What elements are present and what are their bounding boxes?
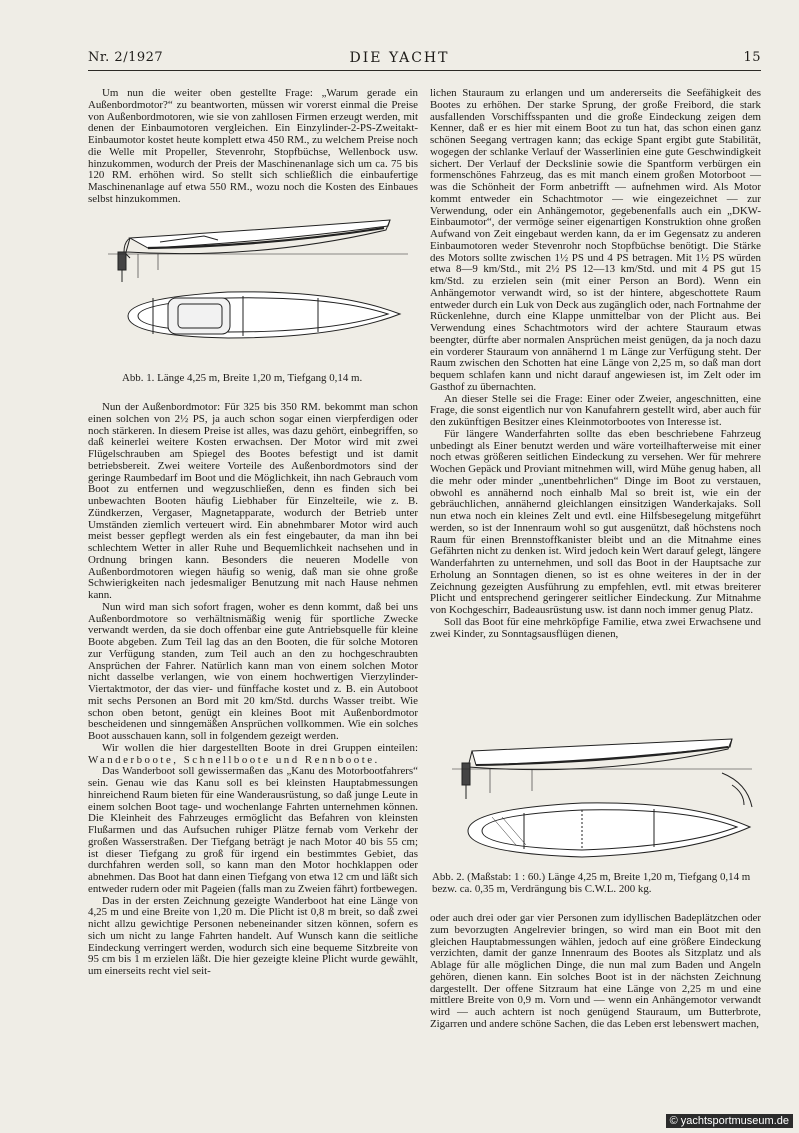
paragraph: Soll das Boot für eine mehrköpfige Familie, etwa zwei Erwachsene und zwei Kinder, zu Sonntagsausflügen dienen, bbox=[430, 615, 761, 640]
boat-side-elevation bbox=[452, 739, 752, 807]
left-column-bottom bbox=[88, 402, 418, 978]
groups-list: Wanderboote, Schnellboote und Rennboote. bbox=[88, 753, 380, 766]
paragraph: An dieser Stelle sei die Frage: Einer oder Zweier, angeschnitten, eine Frage, die sonst eigentlich nur von Kanufahrern gestellt wird, aber auch für den zukünftigen Besitzer eines Kleinmotorbootes von Interesse ist. bbox=[430, 392, 761, 428]
paragraph: Das in der ersten Zeichnung gezeigte Wanderboot hat eine Länge von 4,25 m und eine Breite von 1,20 m. Die Plicht ist 0,8 m breit, so daß zwei nicht allzu gewichtige Personen nebeneinander sitzen können, sofern es sich um nicht zu lange Fahrten handelt. Auf Wunsch kann die seitliche Eindeckung verringert werden, wodurch sich eine bequeme Sitzbreite von 95 cm bis 1 m erzielen läßt. Die hier gezeigte kleine Plicht wurde gewählt, um einerseits recht viel seit- bbox=[88, 894, 418, 977]
groups-intro: Wir wollen die hier dargestellten Boote in drei Gruppen einteilen: bbox=[102, 741, 418, 754]
right-column-bottom bbox=[430, 913, 761, 1031]
right-column-top bbox=[430, 88, 761, 640]
figure-2-boat-drawing bbox=[432, 733, 762, 869]
paragraph: oder auch drei oder gar vier Personen zum idyllischen Badeplätzchen oder zum bevorzugten Angelrevier bringen, so wird man ein Boot mit den gleichen Hauptabmessungen wählen, jedoch auf eine größere Eindeckung verzichten, damit der ganze Innenraum des Bootes als Sitzplatz und als Ablage für alle möglichen Dinge, die nun mal zum Baden und Angeln gehören, dienen kann. Ein solches Boot ist in der nächsten Zeichnung dargestellt. Der offene Sitzraum hat eine Länge von 2,25 m und eine mittlere Breite von 0,9 m. Vorn und — wenn ein Anhängemotor verwandt wird — auch achtern ist noch genügend Stauraum, um Butterbrote, Zigarren und andere schöne Sachen, die das Leben erst lebenswert machen, bbox=[430, 912, 761, 1030]
page-number: 15 bbox=[743, 50, 761, 65]
paragraph: Für längere Wanderfahrten sollte das eben beschriebene Fahrzeug unbedingt als Einer benutzt werden und wäre vorteilhafterweise mit einer noch etwas größeren seitlichen Eindeckung zu versehen. Wer für mehrere Wochen Gepäck und Proviant mitnehmen will, wird Mühe genug haben, all die mehr oder minder „unentbehrlichen“ Dinge im Boot zu verstauen, obwohl es annähernd noch einhalb Mal so breit ist, wie ein der gebräuchlichen, annähernd gleichlangen einsitzigen Wanderkajaks. Soll nun etwa noch ein kleines Zelt und evtl. eine Hilfsbesegelung mitgeführt werden, so ist der Innenraum wohl so gut ausgenützt, daß höchstens noch Raum für einen Brennstoffkanister bleibt und an die Mitnahme eines Gefährten nicht zu denken ist. Wird jedoch kein Wert darauf gelegt, längere Wanderfahrten zu unternehmen, und soll das Boot in der Hauptsache zur Erholung an Sonntagen dienen, so ist es ohne weiteres in der in der Zeichnung gezeigten Ausführung zu empfehlen, evtl. mit etwas breiterer Plicht und entsprechend geringerer seitlicher Eindeckung. Zur Mitnahme von Kochgeschirr, Badeausrüstung usw. ist dann noch immer genug Platz. bbox=[430, 427, 761, 616]
watermark-credit: © yachtsportmuseum.de bbox=[666, 1114, 793, 1128]
figure-1-boat-drawing bbox=[108, 208, 418, 368]
left-column-top bbox=[88, 88, 418, 206]
boat-side-elevation bbox=[108, 220, 408, 282]
issue-number: Nr. 2/1927 bbox=[88, 50, 164, 65]
figure-2-caption: Abb. 2. (Maßstab: 1 : 60.) Länge 4,25 m, Breite 1,20 m, Tiefgang 0,14 m bezw. ca. 0,35 m, Verdrängung bis C.W.L. 200 kg. bbox=[432, 871, 751, 895]
boat-plan-view bbox=[128, 292, 400, 338]
figure-1-caption: Abb. 1. Länge 4,25 m, Breite 1,20 m, Tiefgang 0,14 m. bbox=[122, 372, 363, 384]
paragraph: Um nun die weiter oben gestellte Frage: „Warum gerade ein Außenbordmotor?“ zu beantworten, müssen wir vorerst einmal die Preise von Außenbordmotoren, wie sie von zahllosen Firmen erzeugt werden, mit denen der Einbaumotoren vergleichen. Ein Einzylinder-2-PS-Zweitakt-Einbaumotor kostet heute komplett etwa 450 RM., zu welchem Preise noch die Welle mit Propeller, Stevenrohr, Stopfbüchse, Wellenbock usw. hinzukommen, wodurch der Preis der Maschinenanlage sich um ca. 75 bis 120 RM. erhöhen wird. So stellt sich schließlich die einbaufertige Maschinenanlage auf etwa 550 RM., wozu noch die Kosten des Einbaues selbst hinzukommen. bbox=[88, 87, 418, 205]
boat-plan-view bbox=[468, 803, 750, 857]
header-rule bbox=[88, 70, 761, 71]
magazine-title: DIE YACHT bbox=[349, 50, 450, 66]
paragraph: Nun der Außenbordmotor: Für 325 bis 350 RM. bekommt man schon einen solchen von 2½ PS, ja auch schon sogar einen vierpferdigen oder noch stärkeren. In diesem Preise ist alles, was dazu gehört, einbegriffen, so daß keinerlei weitere Kosten erwachsen. Der Motor wird mit zwei Flügelschrauben am Spiegel des Bootes befestigt und ist damit betriebsbereit. Zwei weitere Vorteile des Außenbordmotors sind der geringe Raumbedarf im Boot und die Möglichkeit, ihn nach Gebrauch vom Boot zu entfernen und wegzuschließen, denn es finden sich bei unbewachten Booten häufig Liebhaber für Einzelteile, wie z. B. Zündkerzen, Vergaser, Magnetapparate, wodurch der Betrieb unter Umständen ziemlich verteuert wird. Ein abnehmbarer Motor wird auch meist besser gepflegt werden als ein fest eingebauter, da man ihn bei schlechtem Wetter in aller Ruhe und Bequemlichkeit nachsehen und in Ordnung bringen kann. Besonders die neueren Modelle von Außenbordmotoren wiegen häufig so wenig, daß man sie ohne große Schwierigkeiten nach jedesmaliger Benutzung mit nach Hause nehmen kann. bbox=[88, 401, 418, 601]
paragraph: Nun wird man sich sofort fragen, woher es denn kommt, daß bei uns Außenbordmotore so verhältnismäßig wenig für sportliche Zwecke verwandt werden, da sie doch offenbar eine gute Antriebsquelle für kleine Boote abgeben. Zum Teil lag das an den Booten, die für solche Motoren zur Verfügung standen, zum Teil auch an den zu hochgeschraubten Ansprüchen der Fahrer. Natürlich kann man von einem solchen Motor nicht dasselbe verlangen, wie von einem hochwertigen Vierzylinder-Viertaktmotor, der das vier- und fünffache kostet und z. B. ein Autoboot mit sechs Personen an Bord mit 20 km/Std. durchs Wasser treibt. Wie schon oben betont, genügt ein kleines Boot mit Außenbordmotor bescheidenen und sinngemäßen Ansprüchen vollkommen. Wie ein solches Boot ausschauen kann, soll in folgendem gezeigt werden. bbox=[88, 600, 418, 742]
paragraph: lichen Stauraum zu erlangen und um andererseits die Seefähigkeit des Bootes zu erhöhen. Der starke Sprung, der große Freibord, die stark ausfallenden Vorschiffsspanten und die große Eindeckung zeigen dem Kenner, daß er es hier mit einem Boot zu tun hat, das schon einen ganz schönen Seegang vertragen kann; das eckige Spant ergibt gute Stabilität, wogegen der schlanke Verlauf der Wasserlinien eine gute Geschwindigkeit sichert. Der Verlauf der Deckslinie sowie die Spantform verbürgen ein formenschönes Fahrzeug, das es mit manch einem großen Motorboot — was die Schönheit der Form anbetrifft — aufnehmen wird. Als Motor kommt entweder ein Schachtmotor — wie eingezeichnet — zur Verwendung, oder ein Anhängemotor, gegebenenfalls auch ein „DKW-Einbaumotor“, der vermöge seiner eigenartigen Konstruktion ohne großen Aufwand von Zeit eingebaut werden kann, da er im Gegensatz zu anderen Einbaumotoren weder Stevenrohr noch Stopfbüchse benötigt. Die Stärke des Motors sollte zwischen 1½ PS und 4 PS betragen. Mit 1½ PS würden etwa 8—9 km/Std., mit 2½ PS 12—13 km/Std. und mit 4 PS gut 15 km/Std. zu erzielen sein (mit einer Person an Bord). Wenn ein Anhängemotor verwandt wird, so ist der hintere, abgeschottete Raum entweder durch ein Luk von Deck aus zugänglich oder, nach Fortnahme der Rückenlehne, durch eine Klappe unmittelbar von der Plicht aus. Bei Verwendung eines Schachtmotors wird der achtere Stauraum etwas beengter, dürfte aber normalen Ansprüchen meist genügen, da ja noch dazu ein vorderer Stauraum von annähernd 1 m Länge zur Verfügung steht. Der Raum zwischen den Schotten hat eine Länge von 2,25 m, so daß man dort bequem schlafen kann und nicht darauf angewiesen ist, im Zelt oder im Gasthof zu übernachten. bbox=[430, 87, 761, 393]
paragraph: Das Wanderboot soll gewissermaßen das „Kanu des Motorbootfahrers“ sein. Genau wie das Kanu soll es bei kleinsten Hauptabmessungen hinreichend Raum bieten für eine Wanderausrüstung, so daß junge Leute in einem solchen Boot tage- und wochenlange Fahrten unternehmen können. Die Kleinheit des Fahrzeuges ermöglicht das Befahren von kleinsten Flußarmen und das Aufsuchen ruhiger Plätze fernab vom Verkehr der großen Wasserstraßen. Der Tiefgang beträgt je nach Motor 40 bis 55 cm; ist dieser Tiefgang zu groß für irgend ein bestimmtes Gebiet, das durchfahren werden soll, so kann man den Motor hochklappen oder abnehmen. Das Boot hat dann einen Tiefgang von etwa 12 cm und läßt sich entweder rudern oder mit Pageien (falls man zu Zweien fährt) fortbewegen. bbox=[88, 765, 418, 895]
paragraph-groups bbox=[88, 743, 418, 767]
